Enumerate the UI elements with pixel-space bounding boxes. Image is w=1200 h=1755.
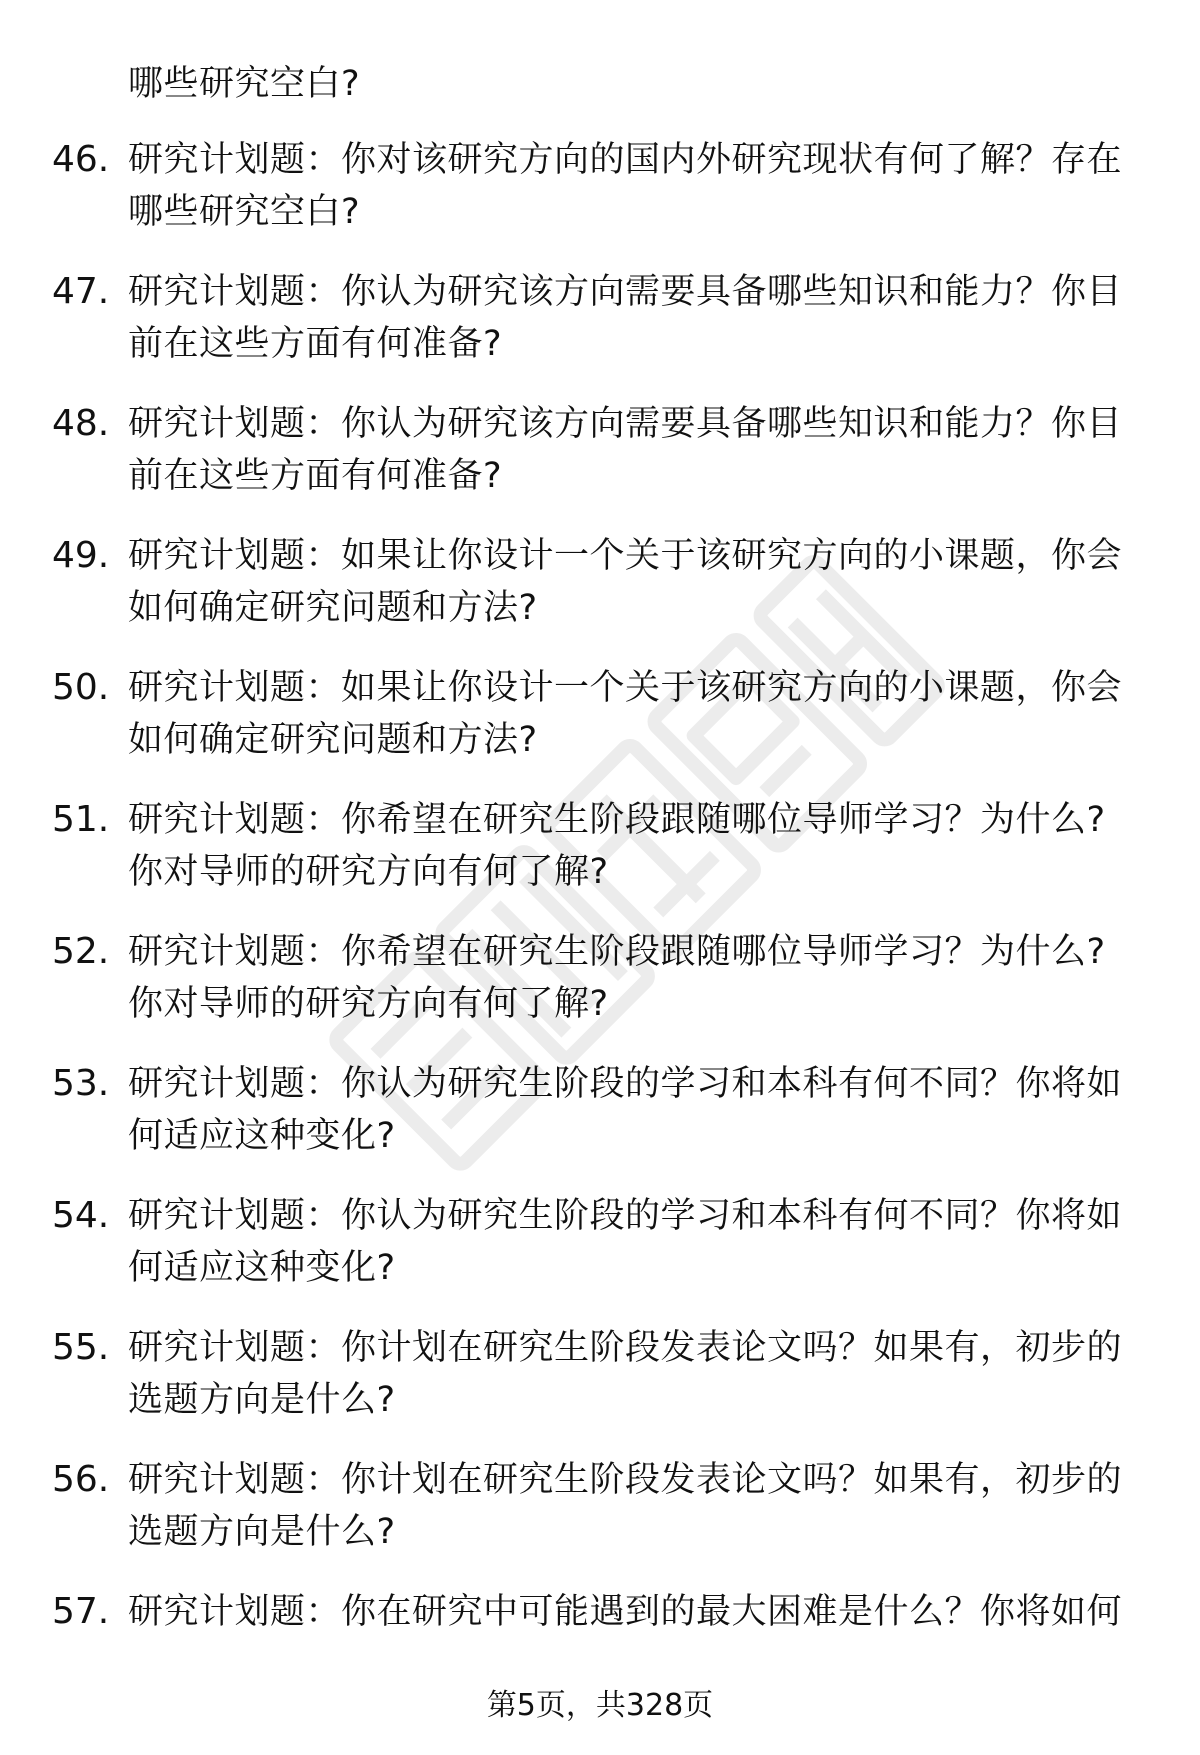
page-number-label: 第5页，共328页 [486, 1688, 714, 1723]
question-text: 研究计划题：你希望在研究生阶段跟随哪位导师学习？为什么?你对导师的研究方向有何了解? [128, 800, 1106, 892]
question-text: 研究计划题：如果让你设计一个关于该研究方向的小课题，你会如何确定研究问题和方法? [128, 536, 1123, 628]
list-item [0, 1322, 1200, 1454]
question-text: 研究计划题：你认为研究生阶段的学习和本科有何不同？你将如何适应这种变化? [128, 1064, 1123, 1156]
question-number: 47. [52, 271, 110, 312]
question-number: 56. [52, 1459, 110, 1500]
question-number: 51. [52, 799, 110, 840]
list-item [0, 1058, 1200, 1190]
question-text: 研究计划题：你认为研究该方向需要具备哪些知识和能力？你目前在这些方面有何准备? [128, 272, 1123, 364]
list-item [0, 398, 1200, 530]
question-number: 57. [52, 1591, 110, 1632]
question-text: 研究计划题：你认为研究生阶段的学习和本科有何不同？你将如何适应这种变化? [128, 1196, 1123, 1288]
question-text: 研究计划题：你希望在研究生阶段跟随哪位导师学习？为什么?你对导师的研究方向有何了解? [128, 932, 1106, 1024]
question-number: 55. [52, 1327, 110, 1368]
question-text: 研究计划题：你对该研究方向的国内外研究现状有何了解？存在哪些研究空白? [128, 140, 1123, 232]
question-number: 53. [52, 1063, 110, 1104]
question-text: 研究计划题：如果让你设计一个关于该研究方向的小课题，你会如何确定研究问题和方法? [128, 668, 1123, 760]
question-number: 49. [52, 535, 110, 576]
page-footer [0, 1686, 1200, 1726]
question-number: 52. [52, 931, 110, 972]
question-number: 54. [52, 1195, 110, 1236]
list-item [0, 530, 1200, 662]
question-number: 46. [52, 139, 110, 180]
list-item [0, 794, 1200, 926]
list-item [0, 1190, 1200, 1322]
list-item [0, 1454, 1200, 1586]
question-number: 50. [52, 667, 110, 708]
question-text: 研究计划题：你认为研究该方向需要具备哪些知识和能力？你目前在这些方面有何准备? [128, 404, 1123, 496]
list-item [0, 926, 1200, 1058]
question-number: 48. [52, 403, 110, 444]
question-text: 研究计划题：你计划在研究生阶段发表论文吗？如果有，初步的选题方向是什么? [128, 1328, 1123, 1420]
question-text: 研究计划题：你在研究中可能遇到的最大困难是什么？你将如何 [128, 1592, 1123, 1632]
question-list [0, 58, 1200, 1718]
question-text: 哪些研究空白? [128, 64, 361, 104]
list-item [0, 134, 1200, 266]
list-item [0, 662, 1200, 794]
question-text: 研究计划题：你计划在研究生阶段发表论文吗？如果有，初步的选题方向是什么? [128, 1460, 1123, 1552]
list-item [0, 266, 1200, 398]
list-item [0, 58, 1200, 134]
